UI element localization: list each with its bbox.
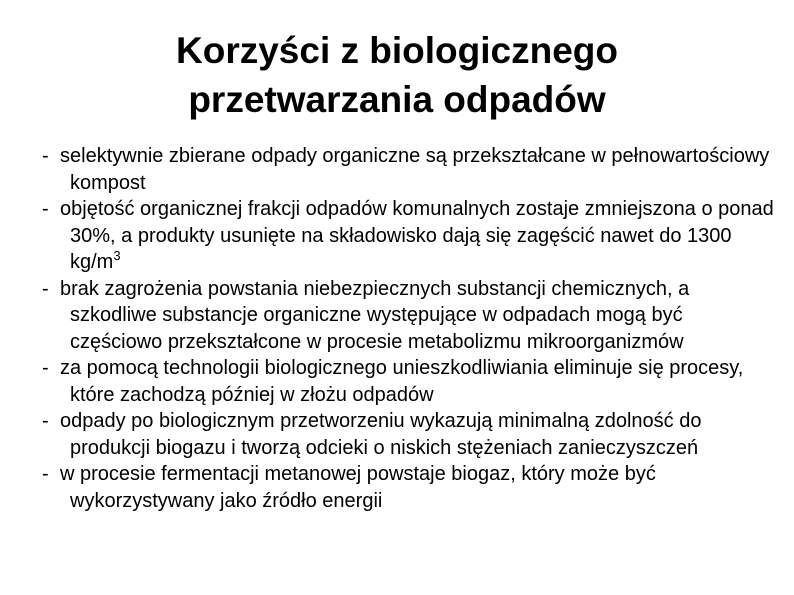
bullet-text: w procesie fermentacji metanowej powstaje biogaz, który może być wykorzystywany jako źródło energii <box>60 463 656 512</box>
bullet-list <box>42 143 777 514</box>
bullet-text: objętość organicznej frakcji odpadów komunalnych zostaje zmniejszona o ponad 30%, a produkty usunięte na składowisko dają się zagęścić nawet do 1300 kg/m <box>60 198 774 273</box>
bullet-marker: - <box>42 410 49 432</box>
bullet-item <box>42 143 777 196</box>
bullet-marker: - <box>42 357 49 379</box>
bullet-item <box>42 196 777 276</box>
bullet-marker: - <box>42 145 49 167</box>
superscript: 3 <box>113 248 121 263</box>
bullet-text: brak zagrożenia powstania niebezpiecznych substancji chemicznych, a szkodliwe substancje organiczne występujące w odpadach mogą być częściowo przekształcone w procesie metabolizmu mikroorganizmów <box>60 277 690 353</box>
bullet-text: selektywnie zbierane odpady organiczne są przekształcane w pełnowartościowy kompost <box>60 145 770 194</box>
bullet-marker: - <box>42 277 49 300</box>
bullet-item <box>42 461 777 514</box>
bullet-text: odpady po biologicznym przetworzeniu wykazują minimalną zdolność do produkcji biogazu i tworzą odcieki o niskich stężeniach zanieczyszczeń <box>60 410 702 459</box>
bullet-item <box>42 276 777 356</box>
bullet-text: za pomocą technologii biologicznego unieszkodliwiania eliminuje się procesy, które zachodzą później w złożu odpadów <box>60 357 744 406</box>
slide-title-line-2: przetwarzania odpadów <box>188 79 606 120</box>
bullet-marker: - <box>42 198 49 220</box>
slide-title-line-1: Korzyści z biologicznego <box>176 30 618 71</box>
bullet-marker: - <box>42 463 49 485</box>
bullet-item <box>42 408 777 461</box>
bullet-item <box>42 355 777 408</box>
slide-title <box>0 26 794 124</box>
